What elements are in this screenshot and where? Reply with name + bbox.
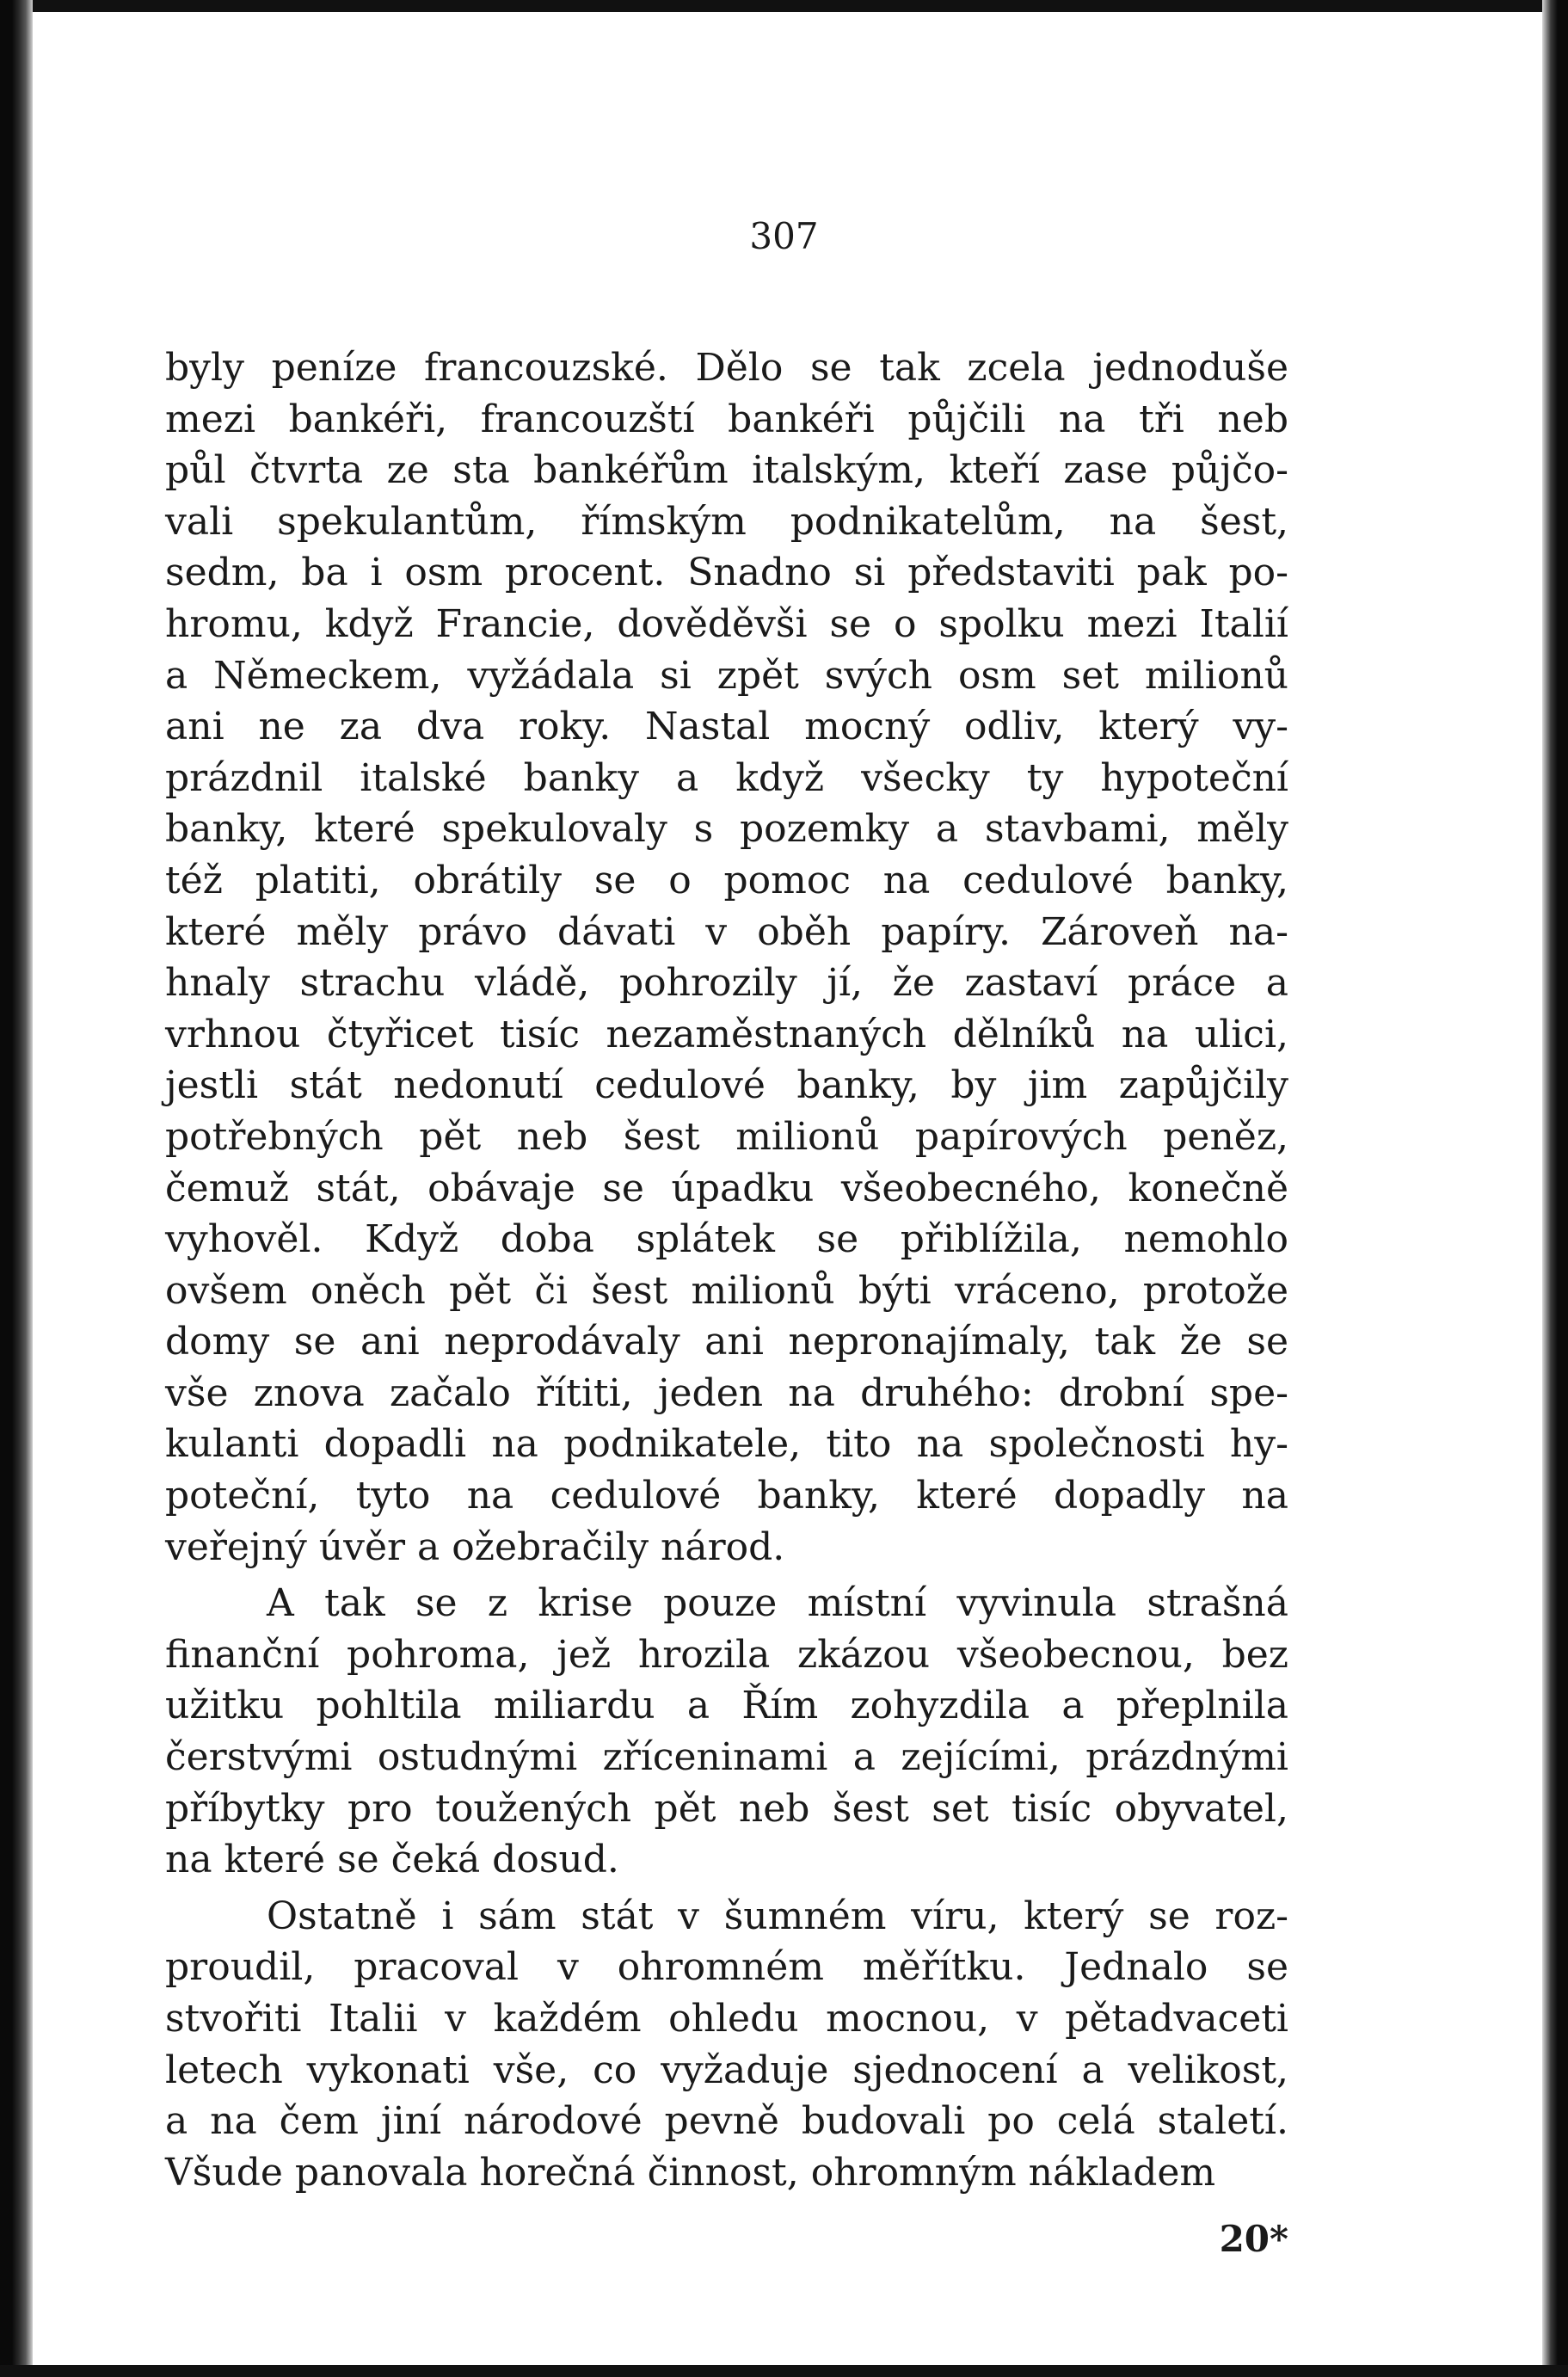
text-line: sedm, ba i osm procent. Snadno si představiti pak po- [165, 551, 1288, 595]
text-line: užitku pohltila miliardu a Řím zohyzdila a přeplnila [165, 1684, 1288, 1728]
text-line: a Německem, vyžádala si zpět svých osm set milionů [165, 653, 1288, 698]
text-line: příbytky pro toužených pět neb šest set tisíc obyvatel, [165, 1786, 1288, 1831]
text-line: půl čtvrta ze sta bankéřům italským, kteří zase půjčo- [165, 448, 1288, 493]
text-line: ani ne za dva roky. Nastal mocný odliv, který vy- [165, 705, 1288, 749]
text-line: které měly právo dávati v oběh papíry. Zároveň na- [165, 909, 1288, 954]
text-line: jestli stát nedonutí cedulové banky, by jim zapůjčily [165, 1063, 1288, 1108]
text-line: prázdnil italské banky a když všecky ty hypoteční [165, 755, 1288, 800]
text-line: ovšem oněch pět či šest milionů býti vráceno, protože [165, 1268, 1288, 1313]
text-line: veřejný úvěr a ožebračily národ. [165, 1524, 785, 1569]
text-line: A tak se z krise pouze místní vyvinula strašná [267, 1581, 1288, 1626]
text-line: kulanti dopadli na podnikatele, tito na společnosti hy- [165, 1422, 1288, 1467]
text-line: stvořiti Italii v každém ohledu mocnou, v pětadvaceti [165, 1997, 1288, 2041]
text-line: poteční, tyto na cedulové banky, které dopadly na [165, 1474, 1288, 1518]
text-line: též platiti, obrátily se o pomoc na cedulové banky, [165, 858, 1288, 902]
paragraph [165, 1578, 1288, 1886]
text-line: čerstvými ostudnými zříceninami a zejícími, prázdnými [165, 1735, 1288, 1780]
text-line: potřebných pět neb šest milionů papírových peněz, [165, 1114, 1288, 1159]
text-line: proudil, pracoval v ohromném měřítku. Jednalo se [165, 1945, 1288, 1990]
text-line: Ostatně i sám stát v šumném víru, který se roz- [267, 1894, 1288, 1938]
text-line: byly peníze francouzské. Dělo se tak zcela jednoduše [165, 346, 1288, 390]
scan-edge-left [0, 0, 33, 2377]
text-line: hnaly strachu vládě, pohrozily jí, že zastaví práce a [165, 961, 1288, 1006]
text-line: hromu, když Francie, dověděvši se o spolku mezi Italií [165, 601, 1288, 646]
text-line: mezi bankéři, francouzští bankéři půjčili na tři neb [165, 397, 1288, 441]
body-text [165, 342, 1288, 2198]
paragraph [165, 1891, 1288, 2199]
text-line: vyhověl. Když doba splátek se přiblížila, nemohlo [165, 1217, 1288, 1262]
text-line: vali spekulantům, římským podnikatelům, na šest, [165, 499, 1288, 544]
scan-edge-right [1542, 0, 1568, 2377]
text-line: čemuž stát, obávaje se úpadku všeobecného, konečně [165, 1166, 1288, 1210]
text-line: finanční pohroma, jež hrozila zkázou všeobecnou, bez [165, 1632, 1288, 1677]
text-line: vrhnou čtyřicet tisíc nezaměstnaných dělníků na ulici, [165, 1012, 1288, 1056]
text-line: letech vykonati vše, co vyžaduje sjednocení a velikost, [165, 2048, 1288, 2092]
page-number: 307 [749, 215, 819, 257]
scan-edge-top [0, 0, 1568, 12]
text-line: vše znova začalo řítiti, jeden na druhého: drobní spe- [165, 1370, 1288, 1415]
text-line: na které se čeká dosud. [165, 1838, 619, 1882]
signature-mark: 20* [1219, 2218, 1288, 2260]
text-line: Všude panovala horečná činnost, ohromným nákladem [165, 2150, 1216, 2195]
scan-edge-bottom [0, 2365, 1568, 2377]
text-line: a na čem jiní národové pevně budovali po celá staletí. [165, 2099, 1288, 2144]
paragraph [165, 342, 1288, 1573]
text-line: domy se ani neprodávaly ani nepronajímaly, tak že se [165, 1320, 1288, 1364]
text-line: banky, které spekulovaly s pozemky a stavbami, měly [165, 807, 1288, 852]
